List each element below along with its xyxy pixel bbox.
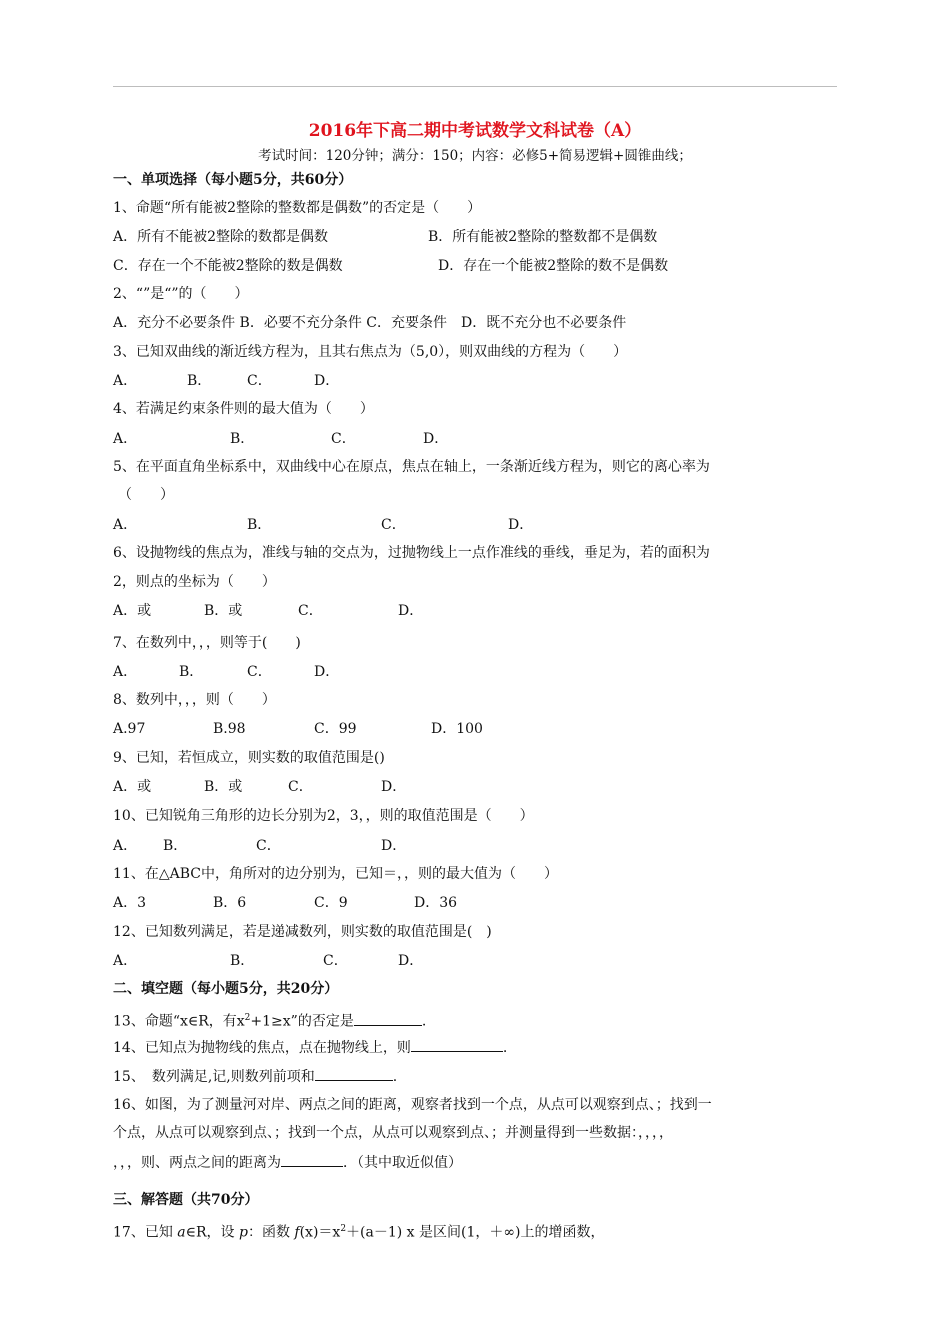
q1-option-c: C．存在一个不能被2整除的数是偶数: [113, 258, 343, 274]
q6-option-a: A．或: [113, 603, 152, 619]
question-1: 1、命题“所有能被2整除的整数都是偶数”的否定是（ ）: [113, 200, 482, 216]
section-heading-choice: 一、单项选择（每小题5分，共60分）: [113, 172, 353, 188]
q3-option-d: D．: [314, 373, 340, 389]
question-14: 14、已知点为抛物线的焦点，点在抛物线上，则 .: [113, 1037, 507, 1058]
header-rule: [113, 86, 837, 87]
question-11: 11、在△ABC中，角所对的边分别为，已知＝，，则的最大值为（ ）: [113, 866, 558, 882]
q8-option-a: A.97: [113, 721, 146, 737]
question-10: 10、已知锐角三角形的边长分别为2，3，，则的取值范围是（ ）: [113, 808, 534, 824]
question-9: 9、已知，若恒成立，则实数的取值范围是(): [113, 750, 385, 766]
q6-option-d: D．: [398, 603, 424, 619]
answer-blank-16[interactable]: [281, 1152, 343, 1167]
q9-option-c: C．: [288, 779, 313, 795]
q10-option-c: C．: [256, 838, 281, 854]
question-12: 12、已知数列满足，若是递减数列，则实数的取值范围是( ): [113, 924, 492, 940]
q9-option-b: B．或: [204, 779, 243, 795]
answer-blank-15[interactable]: [315, 1066, 393, 1081]
question-6-continued: 2，则点的坐标为（ ）: [113, 574, 276, 590]
q8-option-c: C．99: [314, 721, 357, 737]
q11-option-b: B．6: [213, 895, 247, 911]
answer-blank-14[interactable]: [411, 1037, 503, 1052]
q1-option-a: A．所有不能被2整除的数都是偶数: [113, 229, 329, 245]
question-3: 3、已知双曲线的渐近线方程为，且其右焦点为（5,0），则双曲线的方程为（ ）: [113, 344, 628, 360]
q6-option-c: C．: [298, 603, 323, 619]
question-17: 17、已知 a∈R，设 p：函数 $f(x)=x^2+(a-1)$ x 是区间(1，＋∞)上的增函数，: [113, 1224, 605, 1241]
question-2: 2、“”是“”的（ ）: [113, 286, 249, 302]
exam-title: 2016年下高二期中考试数学文科试卷（A）: [308, 121, 642, 141]
question-16-continued: 个点，从点可以观察到点、；找到一个点，从点可以观察到点、；并测量得到一些数据：，，，，: [113, 1125, 673, 1141]
q9-option-d: D．: [381, 779, 407, 795]
q1-option-d: D．存在一个能被2整除的数不是偶数: [438, 258, 669, 274]
section-heading-fill: 二、填空题（每小题5分，共20分）: [113, 981, 339, 997]
q5-option-c: C．: [381, 517, 406, 533]
q4-option-a: A．: [113, 431, 138, 447]
question-15: 15、 数列满足,记,则数列前项和 .: [113, 1066, 397, 1087]
q3-option-c: C．: [247, 373, 272, 389]
q4-option-c: C．: [331, 431, 356, 447]
q2-options: A．充分不必要条件 B．必要不充分条件 C．充要条件 D．既不充分也不必要条件: [113, 315, 627, 331]
section-heading-answer: 三、解答题（共70分）: [113, 1192, 259, 1208]
q9-option-a: A．或: [113, 779, 152, 795]
q8-option-b: B.98: [213, 721, 246, 737]
q11-option-a: A．3: [113, 895, 147, 911]
q6-option-b: B．或: [204, 603, 243, 619]
question-16: 16、如图，为了测量河对岸、两点之间的距离，观察者找到一个点，从点可以观察到点、；找到一: [113, 1097, 712, 1113]
q3-option-a: A．: [113, 373, 138, 389]
q11-option-c: C．9: [314, 895, 348, 911]
q5-option-a: A．: [113, 517, 138, 533]
q10-option-b: B．: [163, 838, 188, 854]
q4-option-d: D．: [423, 431, 449, 447]
q11-option-d: D．36: [414, 895, 458, 911]
question-4: 4、若满足约束条件则的最大值为（ ）: [113, 401, 374, 417]
q5-option-b: B．: [247, 517, 272, 533]
answer-blank-13[interactable]: [354, 1011, 422, 1026]
q1-option-b: B．所有能被2整除的整数都不是偶数: [428, 229, 658, 245]
question-5-bracket: （ ）: [118, 487, 174, 503]
q7-option-c: C．: [247, 664, 272, 680]
q10-option-a: A．: [113, 838, 138, 854]
q12-option-d: D．: [398, 953, 424, 969]
q4-option-b: B．: [230, 431, 255, 447]
q5-option-d: D．: [508, 517, 534, 533]
q12-option-c: C．: [323, 953, 348, 969]
q7-option-a: A．: [113, 664, 138, 680]
exam-subtitle: 考试时间：120分钟；满分：150；内容：必修5+简易逻辑+圆锥曲线；: [258, 148, 692, 164]
question-13: 13、命题“x∈R，有$x^2+1\ge x$”的否定是 .: [113, 1008, 426, 1032]
q10-option-d: D．: [381, 838, 407, 854]
question-8: 8、数列中，，，则（ ）: [113, 692, 276, 708]
question-16-end: ，，，则、两点之间的距离为 ．（其中取近似值）: [113, 1152, 462, 1173]
question-5: 5、在平面直角坐标系中，双曲线中心在原点，焦点在轴上，一条渐近线方程为，则它的离心率为: [113, 459, 710, 475]
question-6: 6、设抛物线的焦点为，准线与轴的交点为，过抛物线上一点作准线的垂线，垂足为，若的面积为: [113, 545, 710, 561]
q7-option-b: B．: [179, 664, 204, 680]
q8-option-d: D．100: [431, 721, 483, 737]
q3-option-b: B．: [187, 373, 212, 389]
q7-option-d: D．: [314, 664, 340, 680]
q12-option-a: A．: [113, 953, 138, 969]
question-7: 7、在数列中，，，则等于( ): [113, 635, 301, 651]
q12-option-b: B．: [230, 953, 255, 969]
